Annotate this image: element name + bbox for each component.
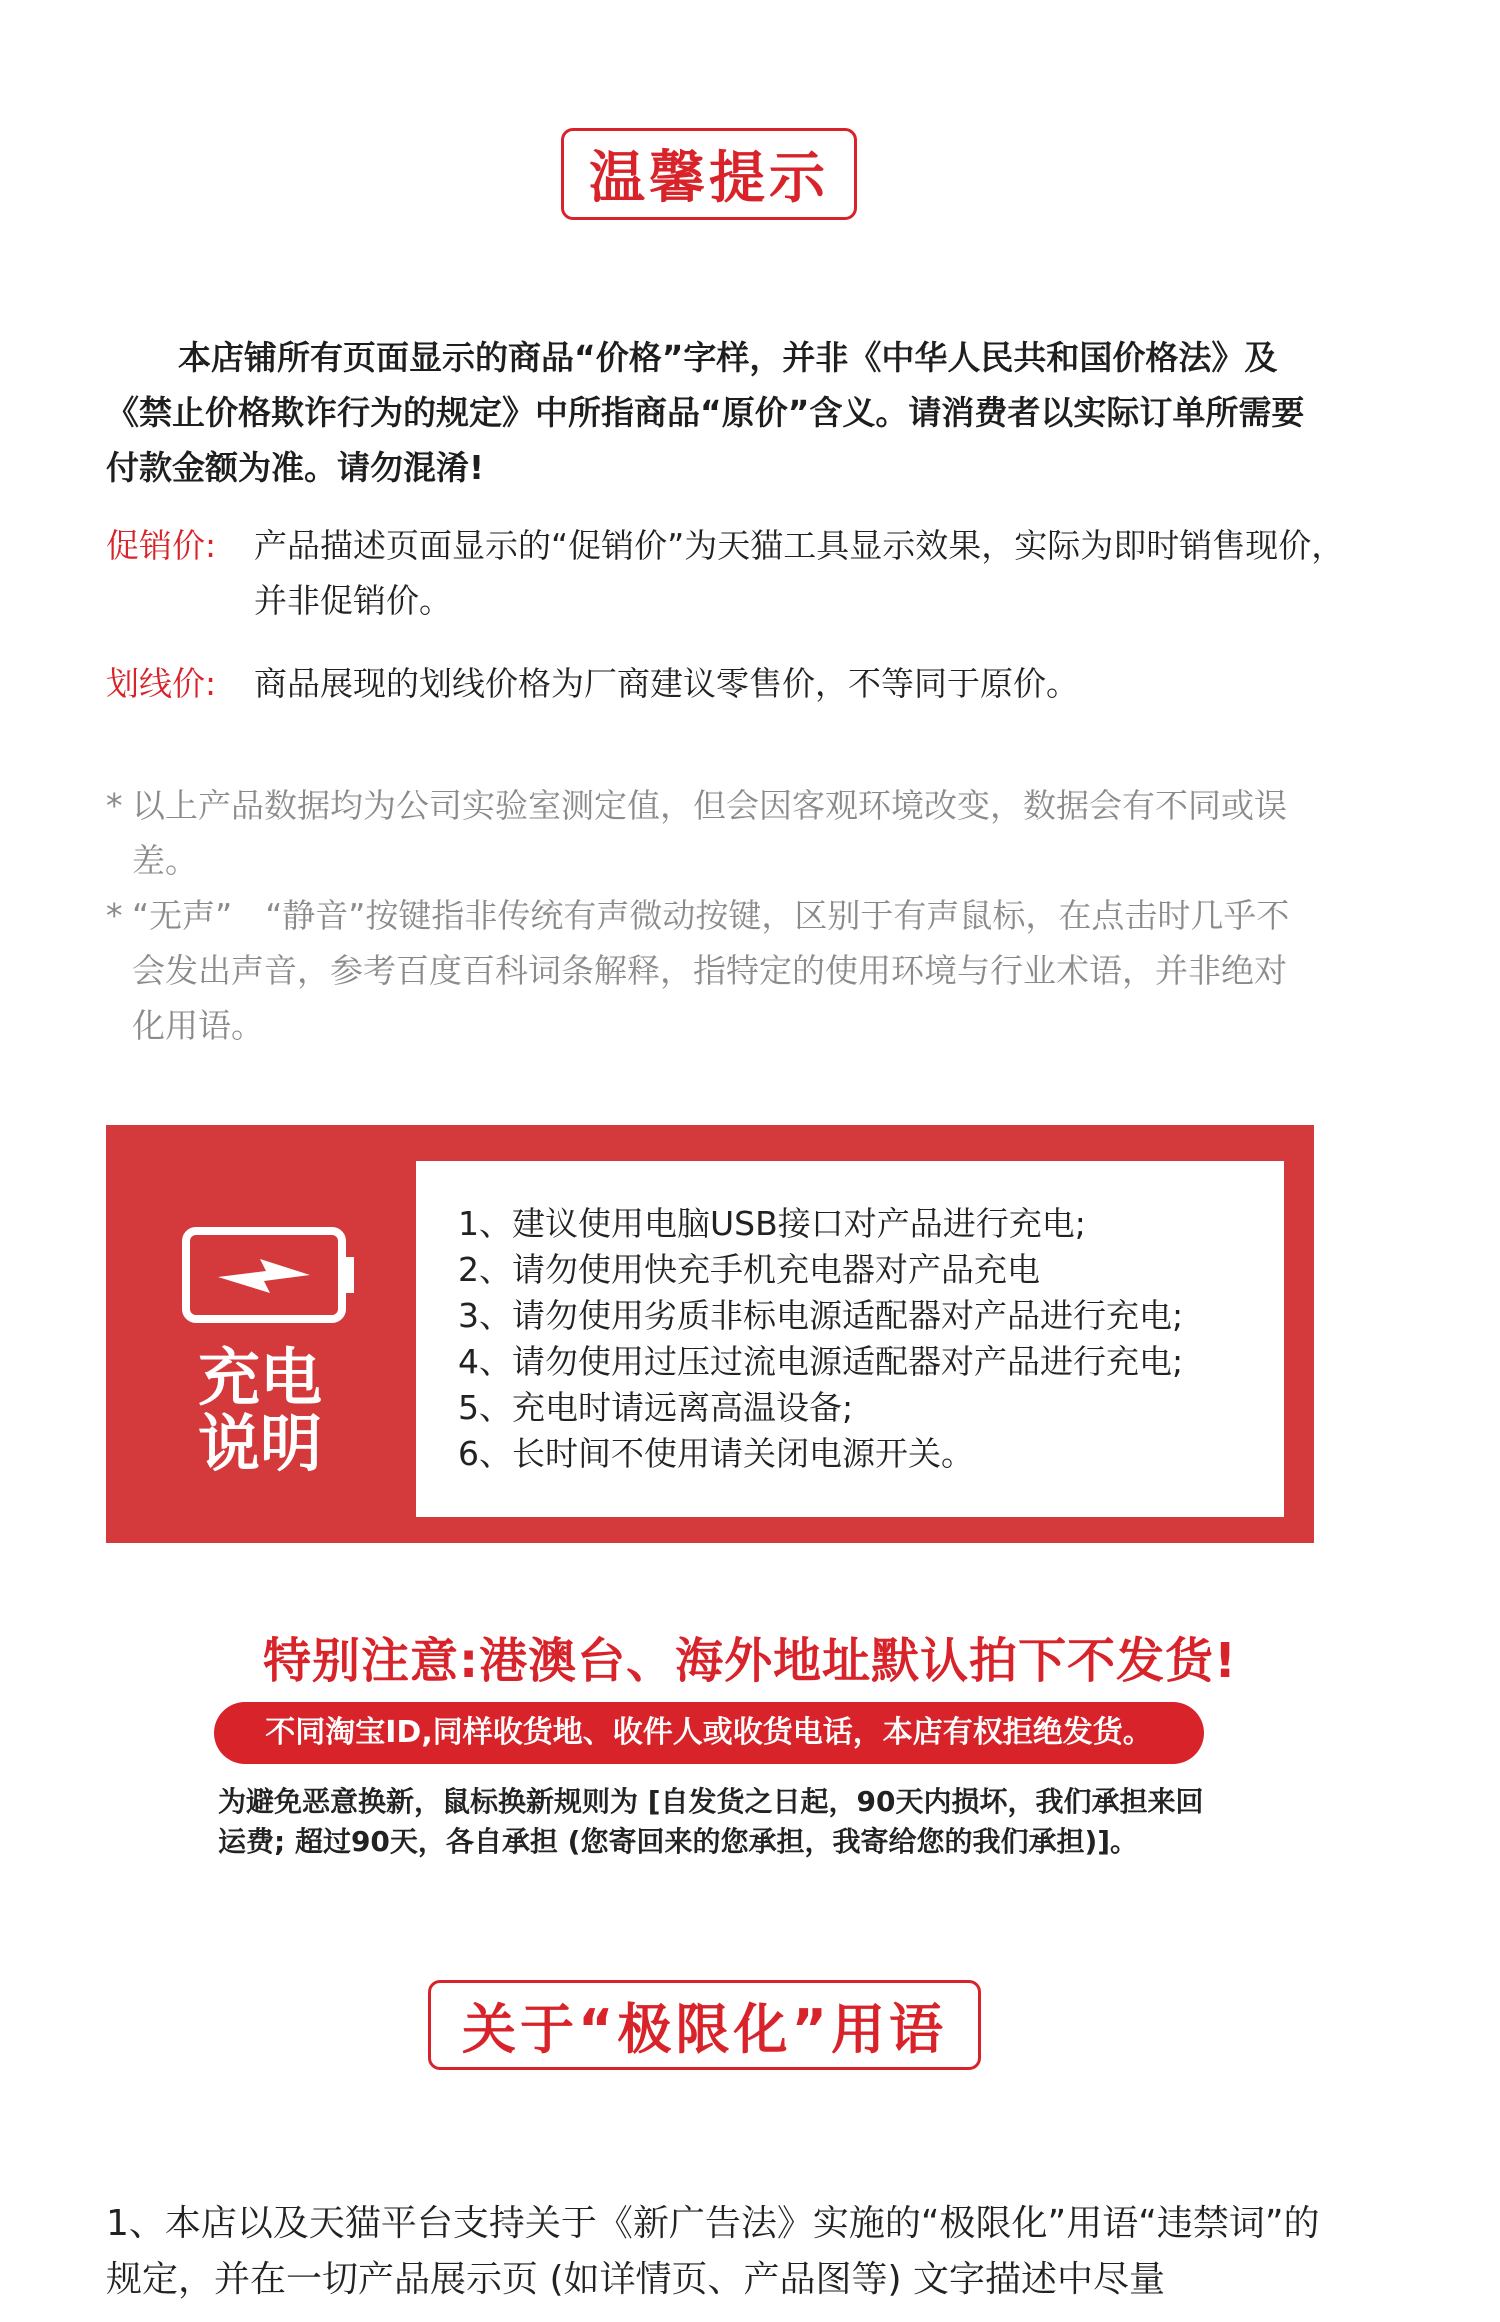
- note-item: [106, 888, 1306, 1053]
- strike-price-label: 划线价:: [106, 664, 217, 703]
- list-item: 2、请勿使用快充手机充电器对产品充电: [458, 1250, 1040, 1289]
- battery-charging-icon: [182, 1227, 358, 1323]
- note-text: “无声” “静音”按键指非传统有声微动按键，区别于有声鼠标，在点击时几乎不会发出声音，参考百度百科词条解释，指特定的使用环境与行业术语，并非绝对化用语。: [132, 896, 1290, 1045]
- list-item: 5、充电时请远离高温设备;: [458, 1388, 854, 1427]
- extreme-terms-title: 关于“极限化”用语: [428, 1980, 981, 2070]
- strike-price-text: 商品展现的划线价格为厂商建议零售价，不等同于原价。: [254, 664, 1079, 703]
- charging-list-box: [416, 1161, 1284, 1517]
- note-text: 以上产品数据均为公司实验室测定值，但会因客观环境改变，数据会有不同或误差。: [132, 786, 1287, 880]
- notice-title: 温馨提示: [561, 128, 857, 220]
- list-item: 1、建议使用电脑USB接口对产品进行充电;: [458, 1204, 1086, 1243]
- charging-list: [458, 1201, 1284, 1477]
- list-item: 4、请勿使用过压过流电源适配器对产品进行充电;: [458, 1342, 1184, 1381]
- charging-panel: [106, 1125, 1314, 1543]
- charging-title: [150, 1341, 370, 1480]
- exchange-rule-text: 为避免恶意换新，鼠标换新规则为 [自发货之日起，90天内损坏，我们承担来回运费; 超过90天，各自承担 (您寄回来的您承担，我寄给您的我们承担)]。: [218, 1785, 1204, 1858]
- promo-price-text: 产品描述页面显示的“促销价”为天猫工具显示效果，实际为即时销售现价，并非促销价。: [254, 526, 1345, 620]
- charging-title-line2: 说明: [197, 1407, 322, 1480]
- charging-title-line1: 充电: [197, 1341, 322, 1414]
- list-item: 3、请勿使用劣质非标电源适配器对产品进行充电;: [458, 1296, 1184, 1335]
- list-item: 6、长时间不使用请关闭电源开关。: [458, 1434, 974, 1473]
- note-marker: *: [106, 786, 123, 825]
- promo-price-label: 促销价:: [106, 526, 217, 565]
- strike-price-row: [106, 656, 1346, 711]
- special-notice-pill: 不同淘宝ID,同样收货地、收件人或收货电话，本店有权拒绝发货。: [214, 1702, 1204, 1764]
- note-marker: *: [106, 896, 123, 935]
- special-notice-heading: 特别注意:港澳台、海外地址默认拍下不发货!: [262, 1633, 1238, 1689]
- intro-paragraph: 本店铺所有页面显示的商品“价格”字样，并非《中华人民共和国价格法》及《禁止价格欺诈行为的规定》中所指商品“原价”含义。请消费者以实际订单所需要付款金额为准。请勿混淆!: [106, 338, 1305, 487]
- extreme-terms-paragraph: 1、本店以及天猫平台支持关于《新广告法》实施的“极限化”用语“违禁词”的规定，并在一切产品展示页 (如详情页、产品图等) 文字描述中尽量: [106, 2203, 1320, 2300]
- promo-price-row: [106, 518, 1346, 628]
- note-item: [106, 778, 1306, 888]
